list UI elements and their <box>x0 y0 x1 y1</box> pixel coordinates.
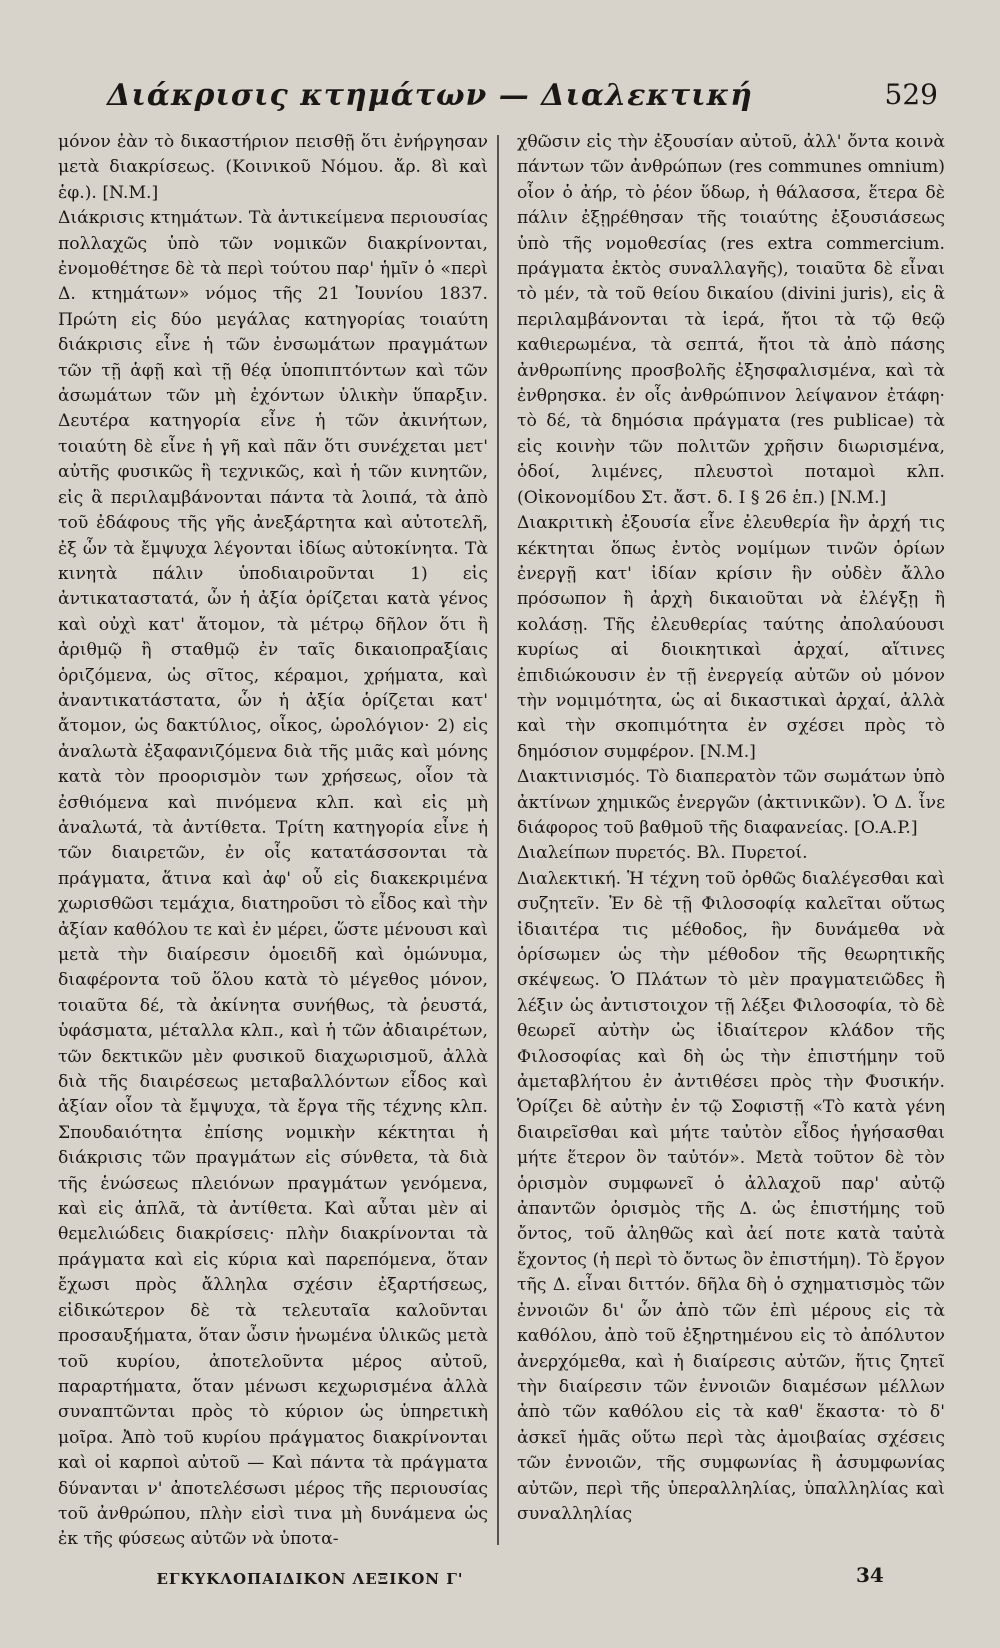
paragraph: μόνον ἐὰν τὸ δικαστήριον πεισθῇ ὅτι ἐνήργησαν μετὰ διακρίσεως. (Κοινικοῦ Νόμου. ἄρ. 8ὶ καὶ ἑφ.). [N.M.] <box>58 132 488 203</box>
paragraph: Διάκρισις κτημάτων. Τὰ ἀντικείμενα περιουσίας πολλαχῶς ὑπὸ τῶν νομικῶν διακρίνονται, ἐνομοθέτησε δὲ τὰ περὶ τούτου παρ' ἡμῖν ὁ «περὶ Δ. κτημάτων» νόμος τῆς 21 Ἰουνίου 1837. Πρώτη εἰς δύο μεγάλας κατηγορίας τοιαύτη διάκρισις εἶνε ἡ τῶν ἐνσωμάτων πραγμάτων τῶν τῇ ἁφῇ καὶ τῇ θέᾳ ὑποπιπτόντων καὶ τῶν ἀσωμάτων τῶν μὴ ἐχόντων ὑλικὴν ὕπαρξιν. Δευτέρα κατηγορία εἶνε ἡ τῶν ἀκινήτων, τοιαύτη δὲ εἶνε ἡ γῆ καὶ πᾶν ὅτι συνέχεται μετ' αὐτῆς φυσικῶς ἢ τεχνικῶς, καὶ ἡ τῶν κινητῶν, εἰς ἃ περιλαμβάνονται πάντα τὰ λοιπά, τὰ ἀπὸ τοῦ ἐδάφους τῆς γῆς ἀνεξάρτητα καὶ αὐτοτελῆ, ἐξ ὧν τὰ ἔμψυχα λέγονται ἰδίως αὐτοκίνητα. Τὰ κινητὰ πάλιν ὑποδιαιροῦνται 1) εἰς ἀντικαταστατά, ὧν ἡ ἀξία ὁρίζεται κατὰ γένος καὶ οὐχὶ κατ' ἄτομον, τὰ μέτρῳ δῆλον ὅτι ἢ ἀριθμῷ ἢ σταθμῷ ἐν ταῖς δικαιοπραξίαις ὁριζόμενα, ὡς σῖτος, κέραμοι, χρήματα, καὶ ἀναντικατάστατα, ὧν ἡ ἀξία ὁρίζεται κατ' ἄτομον, ὡς δακτύλιος, οἶκος, ὡρολόγιον· 2) εἰς ἀναλωτὰ ἐξαφανιζόμενα διὰ τῆς μιᾶς καὶ μόνης κατὰ τὸν προορισμὸν των χρήσεως, οἷον τὰ ἐσθιόμενα καὶ πινόμενα κλπ. καὶ εἰς μὴ ἀναλωτά, τὰ ἀντίθετα. Τρίτη κατηγορία εἶνε ἡ τῶν διαιρετῶν, ἐν οἷς κατατάσσονται τὰ πράγματα, ἅτινα καὶ ἀφ' οὗ εἰς διακεκριμένα χωρισθῶσι τεμάχια, διατηροῦσι τὸ εἶδος καὶ τὴν ἀξίαν καθόλου τε καὶ ἐν μέρει, ὥστε μένουσι καὶ μετὰ τὴν διαίρεσιν ὁμοειδῆ καὶ ὁμώνυμα, διαφέροντα τοῦ ὅλου κατὰ τὸ μέγεθος μόνον, τοιαῦτα δέ, τὰ ἀκίνητα συνήθως, τὰ ῥευστά, ὑφάσματα, μέταλλα κλπ., καὶ ἡ τῶν ἀδιαιρέτων, τῶν δεκτικῶν μὲν φυσικοῦ διαχωρισμοῦ, ἀλλὰ διὰ τῆς διαιρέσεως μεταβαλλόντων εἶδος καὶ ἀξίαν οἷον τὰ ἔμψυχα, τὰ ἔργα τῆς τέχνης κλπ. Σπουδαιότητα ἐπίσης νομικὴν κέκτηται ἡ διάκρισις τῶν πραγμάτων εἰς σύνθετα, τὰ διὰ τῆς ἑνώσεως πλειόνων πραγμάτων γενόμενα, καὶ εἰς ἁπλᾶ, τὰ ἀντίθετα. Καὶ αὗται μὲν αἱ θεμελιώδεις διακρίσεις· πλὴν διακρίνονται τὰ πράγματα καὶ εἰς κύρια καὶ παρεπόμενα, ὅταν ἔχωσι πρὸς ἄλληλα σχέσιν ἐξαρτήσεως, εἰδικώτερον δὲ τὰ τελευταῖα καλοῦνται προσαυξήματα, ὅταν ὦσιν ἡνωμένα ὑλικῶς μετὰ τοῦ κυρίου, ἀποτελοῦντα μέρος αὐτοῦ, παραρτήματα, ὅταν μένωσι κεχωρισμένα ἀλλὰ συναπτῶνται πρὸς τὸ κύριον ὡς ὑπηρετικὴ μοῖρα. Ἀπὸ τοῦ κυρίου πράγματος διακρίνονται καὶ οἱ καρποὶ αὐτοῦ — Καὶ πάντα τὰ πράγματα δύνανται ν' ἀποτελέσωσι μέρος τῆς περιουσίας τοῦ ἀνθρώπου, πλὴν εἰσὶ τινα μὴ δυνάμενα ὡς ἐκ τῆς φύσεως αὐτῶν νὰ ὑποτα- <box>58 208 488 1550</box>
column-divider <box>497 135 499 1545</box>
sheet-number: 34 <box>856 1563 884 1587</box>
paragraph: Διακτινισμός. Τὸ διαπερατὸν τῶν σωμάτων ὑπὸ ἀκτίνων χημικῶς ἐνεργῶν (ἀκτινικῶν). Ὁ Δ. ἶνε διάφορος τοῦ βαθμοῦ τῆς διαφανείας. [O.A.P.] <box>517 767 945 838</box>
paragraph: Διακριτικὴ ἐξουσία εἶνε ἐλευθερία ἣν ἀρχή τις κέκτηται ὅπως ἐντὸς νομίμων τινῶν ὁρίων ἐνεργῇ κατ' ἰδίαν κρίσιν ἣν οὐδὲν ἄλλο πρόσωπον ἢ ἀρχὴ δικαιοῦται νὰ ἐλέγξῃ ἢ κολάσῃ. Τῆς ἐλευθερίας ταύτης ἀπολαύουσι κυρίως αἱ διοικητικαὶ ἀρχαί, αἵτινες ἐπιδιώκουσιν ἐν τῇ ἐνεργείᾳ αὐτῶν οὐ μόνον τὴν νομιμότητα, ὡς αἱ δικαστικαὶ ἀρχαί, ἀλλὰ καὶ τὴν σκοπιμότητα ἐν σχέσει πρὸς τὸ δημόσιον συμφέρον. [N.M.] <box>517 513 945 762</box>
paragraph: Διαλεκτική. Ἡ τέχνη τοῦ ὀρθῶς διαλέγεσθαι καὶ συζητεῖν. Ἐν δὲ τῇ Φιλοσοφίᾳ καλεῖται οὕτως ἰδιαιτέρα τις μέθοδος, ἣν δυνάμεθα νὰ ὁρίσωμεν ὡς τὴν μέθοδον τῆς θεωρητικῆς σκέψεως. Ὁ Πλάτων τὸ μὲν πραγματειῶδες ἢ λέξιν ὡς ἀντιστοιχον τῇ λέξει Φιλοσοφία, τὸ δὲ θεωρεῖ αὐτὴν ὡς ἰδιαίτερον κλάδον τῆς Φιλοσοφίας καὶ δὴ ὡς τὴν ἐπιστήμην τοῦ ἀμεταβλήτου ἐν ἀντιθέσει πρὸς τὴν Φυσικήν. Ὁρίζει δὲ αὐτὴν ἐν τῷ Σοφιστῇ «Τὸ κατὰ γένη διαιρεῖσθαι καὶ μήτε ταὐτὸν εἶδος ἡγήσασθαι μήτε ἕτερον ὂν ταὐτόν». Μετὰ τοῦτον δὲ τὸν ὁρισμὸν συμφωνεῖ ὁ ἀλλαχοῦ παρ' αὐτῷ ἀπαντῶν ὁρισμὸς τῆς Δ. ὡς ἐπιστήμης τοῦ ὄντος, τοῦ ἀληθῶς καὶ ἀεί ποτε κατὰ ταὐτὰ ἔχοντος (ἡ περὶ τὸ ὄντως ὂν ἐπιστήμη). Τὸ ἔργον τῆς Δ. εἶναι διττόν. δῆλα δὴ ὁ σχηματισμὸς τῶν ἐννοιῶν δι' ὧν ἀπὸ τῶν ἐπὶ μέρους εἰς τὰ καθόλου, ἀπὸ τοῦ ἐξηρτημένου εἰς τὸ ἀπόλυτον ἀνερχόμεθα, καὶ ἡ διαίρεσις αὐτῶν, ἥτις ζητεῖ τὴν διαίρεσιν τῶν ἐννοιῶν διαμέσων μέλλων ἀπὸ τῶν καθόλου εἰς τὰ καθ' ἕκαστα· τὸ δ' ἀσκεῖ ἡμᾶς οὕτω περὶ τὰς ἀμοιβαίας σχέσεις τῶν ἐννοιῶν, τῆς συμφωνίας ἢ ἀσυμφωνίας αὐτῶν, περὶ τῆς ὑπεραλληλίας, ὑπαλληλίας καὶ συναλληλίας <box>517 868 945 1524</box>
page-number: 529 <box>884 78 938 111</box>
paragraph: Διαλείπων πυρετός. Βλ. Πυρετοί. <box>517 843 808 864</box>
right-column <box>517 130 945 1570</box>
left-column <box>58 130 488 1570</box>
page-title: Διάκρισις κτημάτων — Διαλεκτική <box>107 78 753 113</box>
printer-signature: ΕΓΚΥΚΛΟΠΑΙΔΙΚΟΝ ΛΕΞΙΚΟΝ Γ' <box>156 1570 464 1588</box>
running-header <box>0 78 1000 122</box>
paragraph: χθῶσιν εἰς τὴν ἐξουσίαν αὐτοῦ, ἀλλ' ὄντα κοινὰ πάντων τῶν ἀνθρώπων (res communes omnium) οἷον ὁ ἀήρ, τὸ ῥέον ὕδωρ, ἡ θάλασσα, ἕτερα δὲ πάλιν ἐξῃρέθησαν τῆς τοιαύτης ἐξουσιάσεως ὑπὸ τῆς νομοθεσίας (res extra commercium. πράγματα ἐκτὸς συναλλαγῆς), τοιαῦτα δὲ εἶναι τὸ μέν, τὰ τοῦ θείου δικαίου (divini juris), εἰς ἃ περιλαμβάνονται τὰ ἱερά, ἤτοι τὰ τῷ θεῷ καθιερωμένα, τὰ σεπτά, ἤτοι τὰ ἀπὸ πάσης ἀνθρωπίνης προσβολῆς ἐξησφαλισμένα, καὶ τὰ ἐνθρησκα. ἐν οἷς ἀνθρώπινον λείψανον ἐτάφη· τὸ δέ, τὰ δημόσια πράγματα (res publicae) τὰ εἰς κοινὴν τῶν πολιτῶν χρῆσιν διωρισμένα, ὁδοί, λιμένες, πλευστοὶ ποταμοὶ κλπ. (Οἰκονομίδου Στ. ἄστ. δ. I § 26 ἑπ.) [N.M.] <box>517 132 945 508</box>
